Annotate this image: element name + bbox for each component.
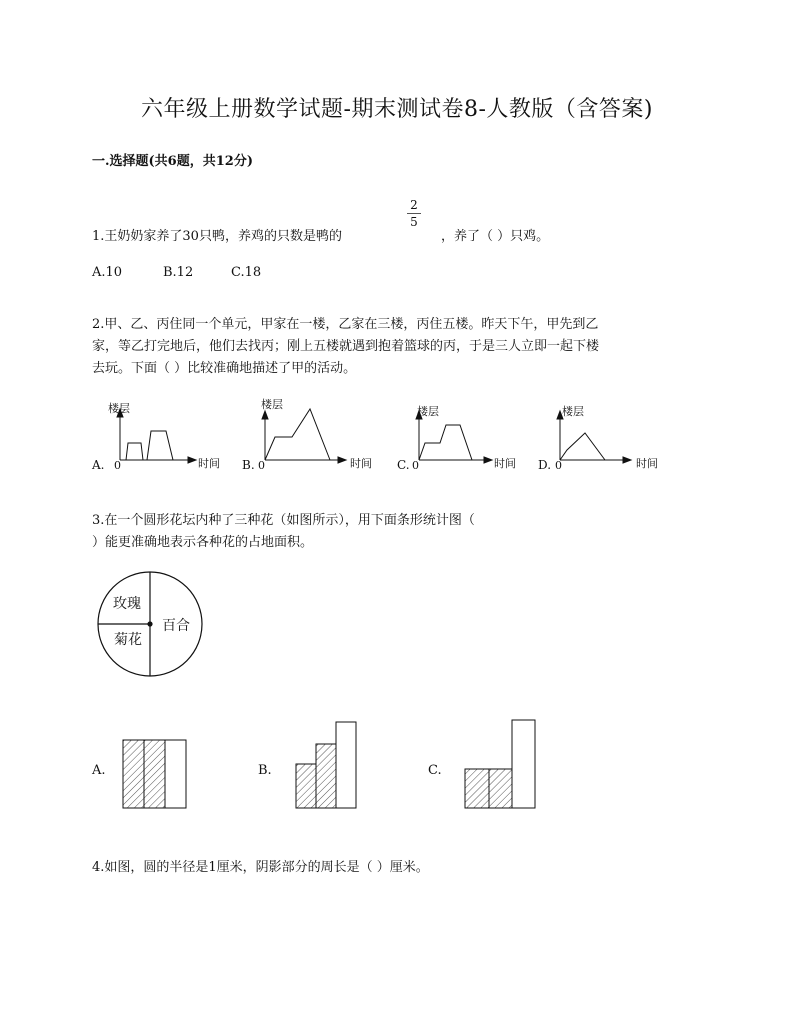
bar-a-2 (144, 740, 165, 808)
graph-b-origin: 0 (258, 459, 265, 472)
q3-option-b: B. (258, 763, 272, 778)
graph-d-y-label: 楼层 (562, 405, 584, 418)
bar-c-2 (489, 769, 512, 808)
graph-c-x-label: 时间 (494, 457, 516, 470)
graph-c-origin: 0 (412, 459, 419, 472)
bar-c-1 (465, 769, 489, 808)
graph-a-line (120, 431, 180, 460)
q1-text-before: 1.王奶奶家养了30只鸭，养鸡的只数是鸭的 (92, 229, 342, 244)
question-4-text: 4.如图，圆的半径是1厘米，阴影部分的周长是（ ）厘米。 (92, 860, 429, 875)
graph-b-y-label: 楼层 (261, 398, 283, 411)
q2-line-3: 去玩。下面（ ）比较准确地描述了甲的活动。 (92, 361, 357, 376)
page-title: 六年级上册数学试题-期末测试卷8-人教版（含答案) (141, 97, 653, 122)
graph-a-x-label: 时间 (198, 457, 220, 470)
q2-line-1: 2.甲、乙、丙住同一个单元，甲家在一楼，乙家在三楼，丙住五楼。昨天下午，甲先到乙 (92, 317, 599, 332)
section-heading: 一.选择题(共6题，共12分) (92, 154, 253, 169)
bar-chart-b[interactable] (296, 722, 356, 808)
q2-line-2: 家，等乙打完地后，他们去找丙；刚上五楼就遇到抱着篮球的丙，于是三人立即一起下楼 (92, 339, 600, 354)
graph-d-x-arrow (623, 457, 631, 463)
graph-a-x-arrow (188, 457, 196, 463)
bar-chart-c[interactable] (465, 720, 535, 808)
q1-option-c[interactable]: C.18 (231, 265, 262, 280)
graph-d-origin: 0 (555, 459, 562, 472)
bar-b-3 (336, 722, 356, 808)
graph-c-y-label: 楼层 (417, 405, 439, 418)
graph-b-line (265, 409, 330, 460)
graph-c-line (419, 425, 472, 460)
graph-a-option: A. (92, 458, 105, 472)
label-rose: 玫瑰 (113, 596, 141, 612)
q1-option-a[interactable]: A.10 (92, 265, 123, 280)
bar-c-3 (512, 720, 535, 808)
q1-fraction (405, 198, 423, 229)
question-1-text (92, 226, 342, 248)
graph-d-option: D. (538, 458, 552, 472)
label-lily: 百合 (162, 618, 190, 634)
graph-b[interactable] (262, 409, 346, 463)
bar-b-2 (316, 744, 336, 808)
graph-d[interactable] (557, 411, 631, 463)
bar-a-3 (165, 740, 186, 808)
graph-b-x-label: 时间 (350, 457, 372, 470)
graph-c-option: C. (397, 458, 410, 472)
q3-option-a: A. (92, 763, 106, 778)
q3-option-c: C. (428, 763, 442, 778)
graph-c[interactable] (416, 411, 492, 463)
question-3-text (92, 510, 712, 554)
fraction-bar (407, 213, 421, 214)
question-2-text (92, 314, 712, 380)
q2-graphs (0, 395, 794, 480)
bar-chart-a[interactable] (123, 740, 186, 808)
bar-b-1 (296, 764, 316, 808)
graph-a[interactable] (117, 409, 196, 463)
q3-line-1: 3.在一个圆形花坛内种了三种花（如图所示），用下面条形统计图（ (92, 513, 475, 528)
q3-figures (0, 560, 794, 840)
q1-option-b[interactable]: B.12 (163, 265, 194, 280)
graph-d-x-label: 时间 (636, 457, 658, 470)
circle-center (148, 622, 152, 626)
graph-a-y-label: 楼层 (108, 402, 130, 415)
fraction-denominator: 5 (410, 215, 418, 229)
q1-text-after: ，养了（ ）只鸡。 (441, 229, 550, 244)
fraction-numerator: 2 (410, 198, 418, 212)
graph-b-option: B. (242, 458, 255, 472)
label-chrysanthemum: 菊花 (114, 632, 142, 648)
graph-b-x-arrow (338, 457, 346, 463)
graph-c-x-arrow (484, 457, 492, 463)
graph-d-line (560, 433, 605, 460)
q3-line-2: ）能更准确地表示各种花的占地面积。 (92, 535, 314, 550)
bar-a-1 (123, 740, 144, 808)
graph-a-origin: 0 (114, 459, 121, 472)
graph-b-y-arrow (262, 411, 268, 419)
